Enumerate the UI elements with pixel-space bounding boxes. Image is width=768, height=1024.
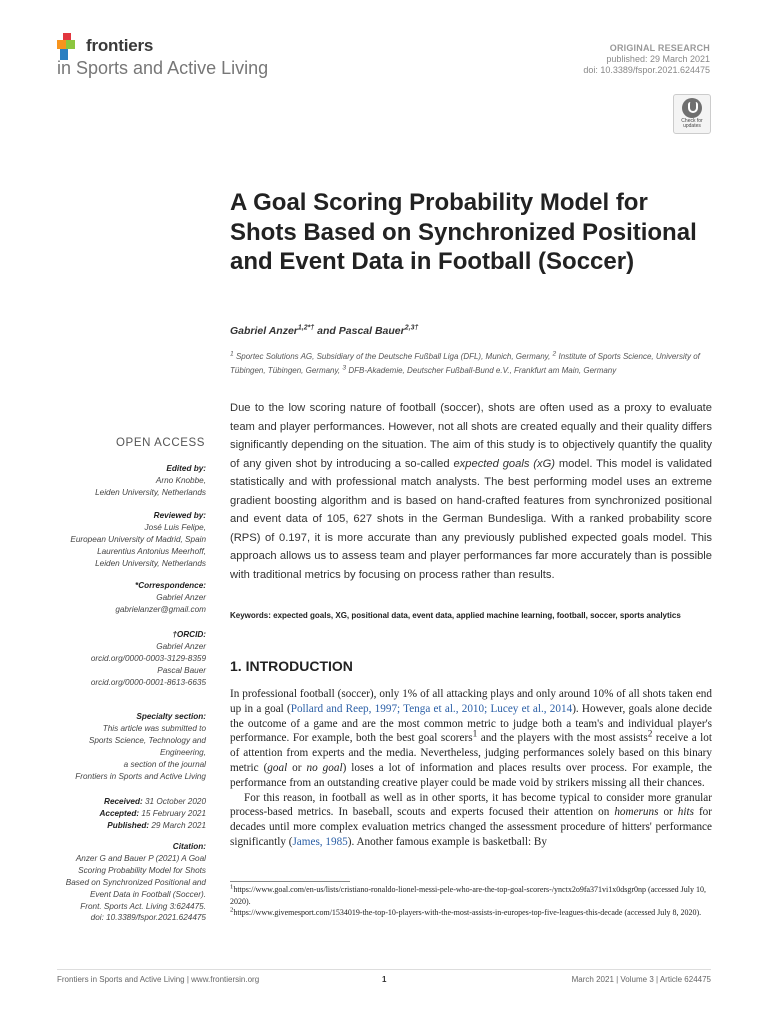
footnote-2-num: 2 xyxy=(230,906,234,914)
orcid-1-name: Gabriel Anzer xyxy=(156,641,206,651)
affil-3-sup: 3 xyxy=(342,364,347,372)
footnote-1 xyxy=(230,884,712,907)
intro-p1-text-c: and the players with the most assists xyxy=(477,732,648,745)
badge-line-1: Check for xyxy=(681,118,703,124)
check-for-updates-icon xyxy=(682,98,702,118)
correspondence-name: Gabriel Anzer xyxy=(156,592,206,602)
author-2-sup: 2,3† xyxy=(404,324,419,332)
footnotes xyxy=(230,884,712,919)
footnote-ref-2[interactable]: 2 xyxy=(647,729,653,740)
footnote-1-num: 1 xyxy=(230,883,234,891)
footnote-divider xyxy=(230,881,350,882)
orcid-2-id[interactable]: orcid.org/0000-0001-8613-6635 xyxy=(90,677,206,687)
published-label: Published: xyxy=(107,820,150,830)
reviewer-2-affil: Leiden University, Netherlands xyxy=(95,558,206,568)
term-goal: goal xyxy=(267,761,288,774)
affil-1-sup: 1 xyxy=(230,350,234,358)
author-1[interactable]: Gabriel Anzer xyxy=(230,325,298,337)
open-access-label: OPEN ACCESS xyxy=(116,437,206,449)
footer-issue: March 2021 | Volume 3 | Article 624475 xyxy=(571,975,711,984)
published-date-side: 29 March 2021 xyxy=(151,820,206,830)
page-number: 1 xyxy=(382,975,387,984)
abstract-part-2: model. This model is validated statistically and with professional match analysts. The best performing model uses an extreme gradient boosting algorithm and is based on hand-crafted features from synchronized positional and event data of 105, 627 shots in the German Bundesliga. With a ranked probability score (RPS) of 0.197, it is more accurate than any previously published expected goals model. This approach allows us to assess team and player performances far more accurately than is possible with traditional metrics by focusing on process rather than results. xyxy=(230,457,713,581)
author-list xyxy=(230,325,418,337)
article-type: ORIGINAL RESEARCH xyxy=(609,43,710,53)
term-hits: hits xyxy=(677,806,694,819)
received-label: Received: xyxy=(104,797,143,806)
specialty-block xyxy=(6,711,206,782)
citation-line-6[interactable]: doi: 10.3389/fspor.2021.624475 xyxy=(90,913,206,923)
article-meta xyxy=(583,43,710,76)
badge-line-2: updates xyxy=(683,123,701,129)
intro-or: or xyxy=(287,761,307,774)
article-title: A Goal Scoring Probability Model for Shots Based on Synchronized Positional and Event Data in Football (Soccer) xyxy=(230,189,697,275)
abstract-term: expected goals (xG) xyxy=(453,457,556,470)
specialty-line-4: a section of the journal xyxy=(123,759,206,769)
specialty-line-5: Frontiers in Sports and Active Living xyxy=(75,771,206,781)
citation-line-1: Anzer G and Bauer P (2021) A Goal xyxy=(75,853,206,863)
intro-p2-text-c: ). Another famous example is basketball: By xyxy=(347,835,547,848)
accepted-label: Accepted: xyxy=(99,808,140,818)
intro-paragraph-1 xyxy=(230,687,712,791)
specialty-line-3: Engineering, xyxy=(160,747,206,757)
specialty-label: Specialty section: xyxy=(136,712,206,721)
orcid-block xyxy=(6,629,206,689)
term-no-goal: no goal xyxy=(306,761,343,774)
intro-paragraph-2 xyxy=(230,791,712,850)
intro-p2-text-a: For this reason, in football as well as in other sports, it has become typical to consider more granular process-based metrics. In baseball, scouts and experts focused their attention on xyxy=(230,791,712,819)
orcid-2-name: Pascal Bauer xyxy=(157,665,206,675)
authors-and: and xyxy=(317,325,336,337)
frontiers-logo-icon xyxy=(57,33,81,61)
correspondence-block xyxy=(6,580,206,616)
intro-p1-text-a: In professional football (soccer), only 1% of all attacking plays and only around 10% of all shots taken end up in a goal ( xyxy=(230,688,712,715)
citation-line-3: Based on Synchronized Positional and xyxy=(65,877,206,887)
abstract xyxy=(230,399,712,584)
orcid-1-id[interactable]: orcid.org/0000-0003-3129-8359 xyxy=(90,653,206,663)
correspondence-label: *Correspondence: xyxy=(135,581,206,590)
citation-link-1[interactable]: Pollard and Reep, 1997; Tenga et al., 2010; Lucey et al., 2014 xyxy=(290,702,573,715)
footnote-2-text[interactable]: https://www.givemesport.com/1534019-the-top-10-players-with-the-most-assists-in-europes-top-five-leagues-this-decade (accessed July 8, 2020). xyxy=(233,908,702,917)
specialty-line-1: This article was submitted to xyxy=(102,723,206,733)
term-homeruns: homeruns xyxy=(614,806,659,819)
affil-1: Sportec Solutions AG, Subsidiary of the Deutsche Fußball Liga (DFL), Munich, Germany, xyxy=(235,352,551,361)
citation-line-2: Scoring Probability Model for Shots xyxy=(78,865,206,875)
specialty-line-2: Sports Science, Technology and xyxy=(88,735,206,745)
citation-block xyxy=(6,841,206,924)
author-1-sup: 1,2*† xyxy=(297,324,315,332)
author-2[interactable]: Pascal Bauer xyxy=(338,325,405,337)
edited-by-label: Edited by: xyxy=(166,464,206,473)
doi: doi: 10.3389/fspor.2021.624475 xyxy=(583,65,710,75)
dates-block xyxy=(6,796,206,832)
affiliations xyxy=(230,350,710,378)
citation-line-4: Event Data in Football (Soccer). xyxy=(89,889,206,899)
journal-brand: frontiers xyxy=(86,36,154,55)
orcid-label: †ORCID: xyxy=(172,630,206,639)
citation-label: Citation: xyxy=(172,842,206,851)
footnote-1-text[interactable]: https://www.goal.com/en-us/lists/cristiano-ronaldo-lionel-messi-pele-who-are-the-top-goal-scorers-/ynctx2o9fa371vi1x0dsgr0np (accessed July 10, 2020). xyxy=(230,885,707,906)
reviewed-by-label: Reviewed by: xyxy=(153,511,206,520)
check-for-updates-button[interactable] xyxy=(673,94,711,134)
reviewer-1-name[interactable]: José Luis Felipe, xyxy=(144,522,206,532)
affil-2: Institute of Sports Science, University of Tübingen, Tübingen, Germany, xyxy=(230,352,700,375)
footnote-2 xyxy=(230,907,712,919)
accepted-date: 15 February 2021 xyxy=(141,808,206,818)
keywords: Keywords: expected goals, XG, positional data, event data, applied machine learning, football, soccer, sports analytics xyxy=(230,611,681,620)
intro-p1-text-d: receive a lot of attention from experts and the media. Nevertheless, judging performances solely based on this binary metric ( xyxy=(230,732,712,774)
affil-3: DFB-Akademie, Deutscher Fußball-Bund e.V., Frankfurt am Main, Germany xyxy=(348,366,617,375)
affil-2-sup: 2 xyxy=(552,350,557,358)
intro-or-2: or xyxy=(658,806,678,819)
intro-p2-text-b: for decades until more complex evaluation metrics changed the assessment procedure of hitters' performance significantly ( xyxy=(230,806,712,848)
footer-divider xyxy=(57,969,711,970)
reviewer-1-affil: European University of Madrid, Spain xyxy=(70,534,206,544)
footnote-ref-1[interactable]: 1 xyxy=(472,729,478,740)
intro-p1-text-b: ). However, goals alone decide the outcome of a game and are the most common metric to judge both a team's and individual player's performance. For example, both the best goal scorers xyxy=(230,702,712,745)
received-date: 31 October 2020 xyxy=(145,797,206,806)
abstract-part-1: Due to the low scoring nature of football (soccer), shots are often used as a proxy to evaluate team and player performances. However, not all shots are created equally and their quality differs significantly depending on the situation. The aim of this study is to objectively quantify the quality of any given shot by introducing a so-called xyxy=(230,402,712,470)
journal-name: in Sports and Active Living xyxy=(57,58,269,78)
reviewed-by-block xyxy=(6,510,206,570)
section-heading-introduction: 1. INTRODUCTION xyxy=(230,658,353,674)
edited-by-block xyxy=(6,463,206,499)
citation-link-2[interactable]: James, 1985 xyxy=(292,835,348,848)
editor-name[interactable]: Arno Knobbe, xyxy=(155,475,206,485)
correspondence-email[interactable]: gabrielanzer@gmail.com xyxy=(115,604,206,614)
introduction-body xyxy=(230,687,712,850)
editor-affil: Leiden University, Netherlands xyxy=(95,487,206,497)
footer-journal[interactable]: Frontiers in Sports and Active Living | www.frontiersin.org xyxy=(57,975,260,984)
intro-p1-text-e: ) loses a lot of information and places results over process. For example, the performance from an outstanding creative player could be made void by strikers missing all their chances. xyxy=(230,761,712,789)
citation-line-5: Front. Sports Act. Living 3:624475. xyxy=(80,901,206,911)
reviewer-2-name[interactable]: Laurentius Antonius Meerhoff, xyxy=(97,546,206,556)
published-date: published: 29 March 2021 xyxy=(606,54,710,64)
